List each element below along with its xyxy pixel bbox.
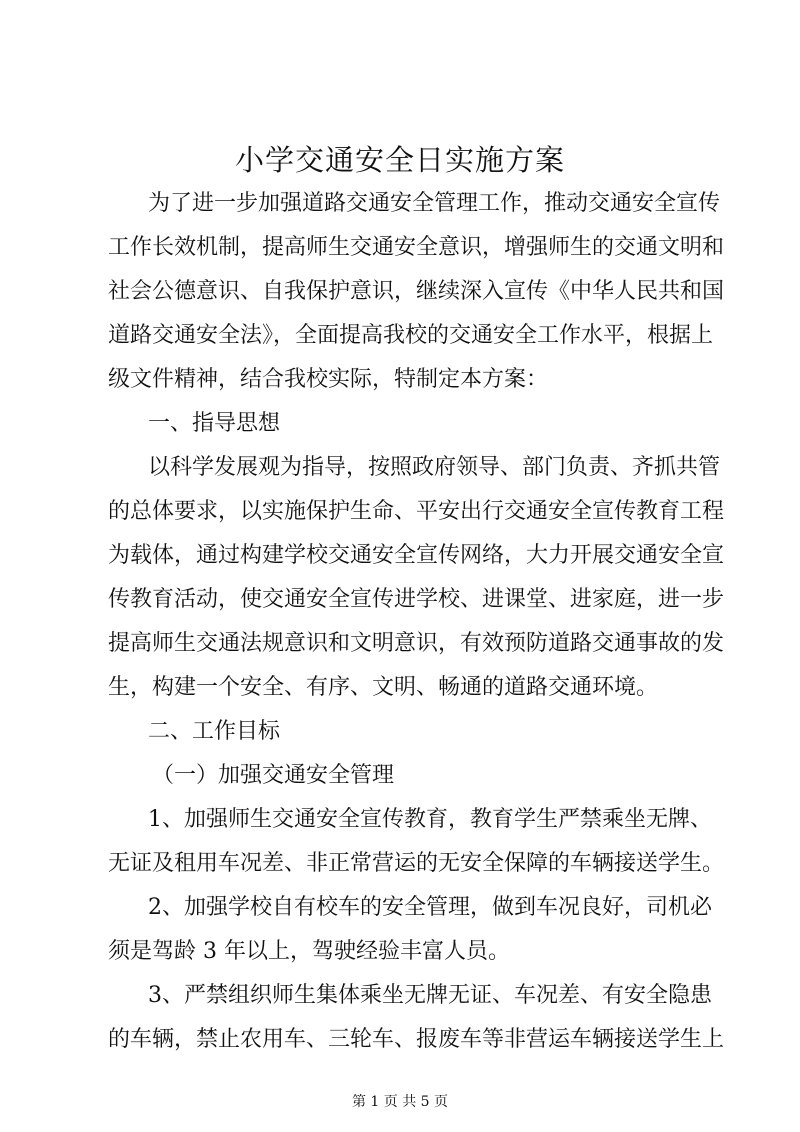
body-line: 无证及租用车况差、非正常营运的无安全保障的车辆接送学生。 [108,851,725,876]
section-heading: 一、指导思想 [148,411,281,436]
body-line: 须是驾龄 3 年以上，驾驶经验丰富人员。 [108,939,510,964]
body-line: 级文件精神，结合我校实际，特制定本方案： [108,367,549,392]
body-line: 的总体要求，以实施保护生命、平安出行交通安全宣传教育工程 [108,499,725,524]
body-line: 1、加强师生交通安全宣传教育，教育学生严禁乘坐无牌、 [148,807,712,832]
section-heading: 二、工作目标 [148,719,281,744]
body-line: 为载体，通过构建学校交通安全宣传网络，大力开展交通安全宣 [108,543,725,568]
body-line: 2、加强学校自有校车的安全管理，做到车况良好，司机必 [148,895,712,920]
body-line: 社会公德意识、自我保护意识，继续深入宣传《中华人民共和国 [108,279,725,304]
subsection-heading: （一）加强交通安全管理 [152,763,395,788]
body-line: 生，构建一个安全、有序、文明、畅通的道路交通环境。 [108,675,659,700]
body-line: 为了进一步加强道路交通安全管理工作，推动交通安全宣传 [148,191,721,216]
body-line: 的车辆，禁止农用车、三轮车、报废车等非营运车辆接送学生上 [108,1027,725,1052]
page-footer: 第 1 页 共 5 页 [351,1094,449,1110]
body-line: 以科学发展观为指导，按照政府领导、部门负责、齐抓共管 [148,455,721,480]
document-title: 小学交通安全日实施方案 [234,143,565,177]
body-line: 提高师生交通法规意识和文明意识，有效预防道路交通事故的发 [108,631,725,656]
body-line: 3、严禁组织师生集体乘坐无牌无证、车况差、有安全隐患 [148,983,712,1008]
body-line: 传教育活动，使交通安全宣传进学校、进课堂、进家庭，进一步 [108,587,725,612]
body-line: 工作长效机制，提高师生交通安全意识，增强师生的交通文明和 [108,235,725,260]
body-line: 道路交通安全法》，全面提高我校的交通安全工作水平，根据上 [108,323,714,348]
